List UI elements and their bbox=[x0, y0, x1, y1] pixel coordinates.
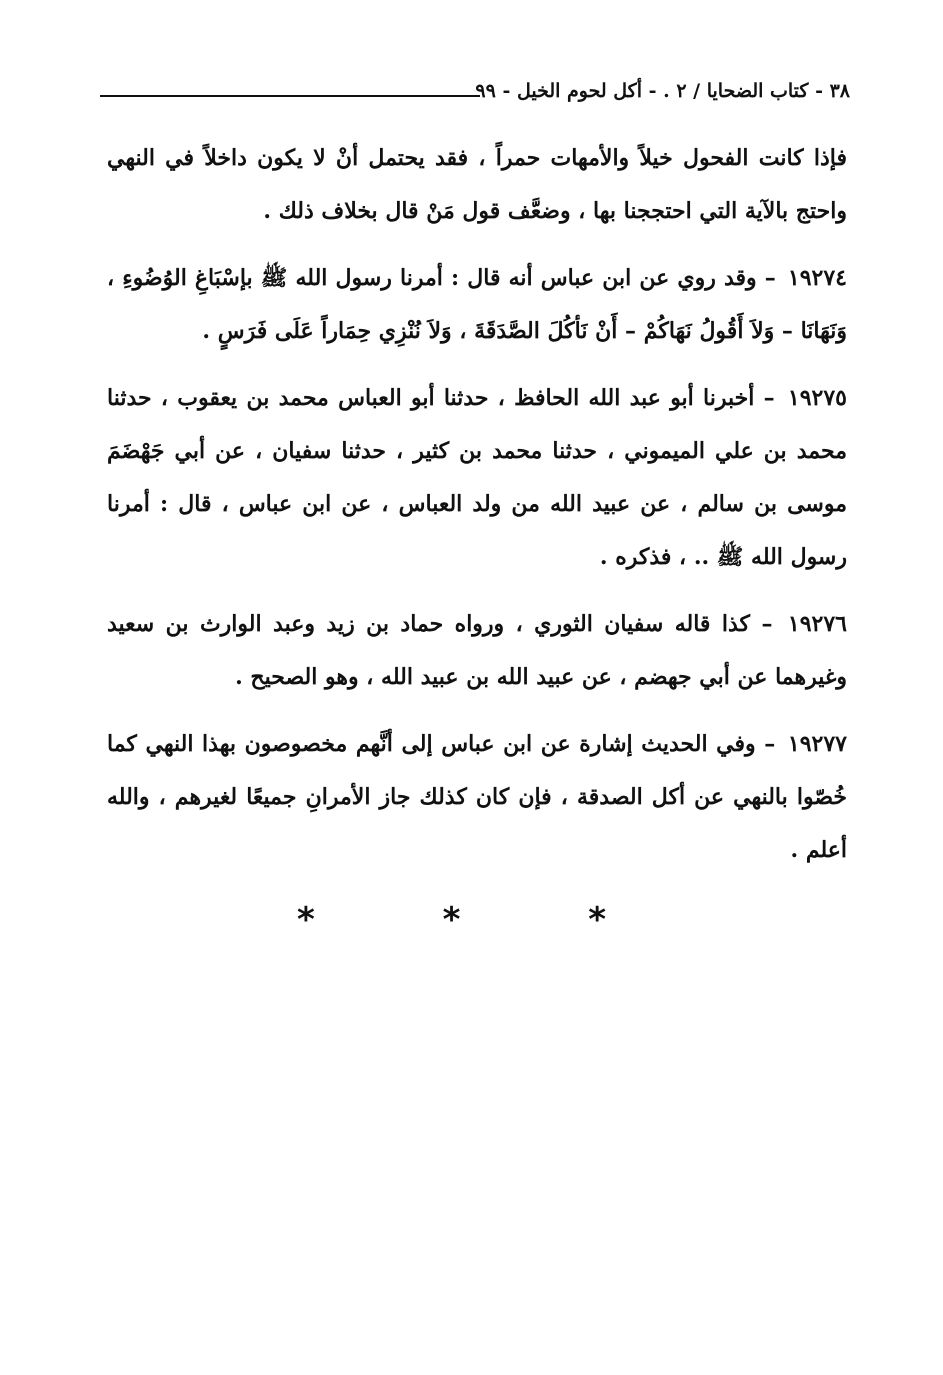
main-text bbox=[107, 132, 847, 891]
paragraph-19275 bbox=[107, 372, 847, 584]
paragraph-19274 bbox=[107, 252, 847, 358]
paragraph-19276 bbox=[107, 598, 847, 704]
paragraph-number: ١٩٢٧٧ bbox=[787, 731, 847, 757]
paragraph-number: ١٩٢٧٦ bbox=[787, 611, 847, 637]
header-rule bbox=[100, 95, 480, 97]
separator-star: * bbox=[588, 900, 647, 940]
header-title: ٣٨ - كتاب الضحايا / ٢ . - أكل لحوم الخيل - ٩٩ bbox=[475, 80, 850, 102]
paragraph-number: ١٩٢٧٤ bbox=[787, 265, 847, 291]
section-separator bbox=[0, 900, 943, 940]
separator-star: * bbox=[442, 900, 501, 940]
running-header bbox=[100, 78, 850, 114]
paragraph-text: – كذا قاله سفيان الثوري ، ورواه حماد بن زيد وعبد الوارث بن سعيد وغيرهما عن أبي جهضم ، عن عبيد الله بن عبيد الله ، وهو الصحيح . bbox=[107, 611, 847, 690]
paragraph-number: ١٩٢٧٥ bbox=[787, 385, 847, 411]
paragraph-text: فإذا كانت الفحول خيلاً والأمهات حمراً ، فقد يحتمل أنْ لا يكون داخلاً في النهي واحتج بالآية التي احتججنا بها ، وضعَّف قول مَنْ قال بخلاف ذلك . bbox=[107, 145, 847, 224]
paragraph-intro bbox=[107, 132, 847, 238]
paragraph-text: – أخبرنا أبو عبد الله الحافظ ، حدثنا أبو العباس محمد بن يعقوب ، حدثنا محمد بن علي الميموني ، حدثنا محمد بن كثير ، حدثنا سفيان ، عن أبي جَهْضَمَ موسى بن سالم ، عن عبيد الله من ولد العباس ، عن ابن عباس ، قال : أمرنا رسول الله ﷺ .. ، فذكره . bbox=[107, 385, 847, 570]
separator-star: * bbox=[296, 900, 355, 940]
paragraph-text: – وفي الحديث إشارة عن ابن عباس إلى أنَّهم مخصوصون بهذا النهي كما خُصّوا بالنهي عن أكل الصدقة ، فإن كان كذلك جاز الأمرانِ جميعًا لغيرهم ، والله أعلم . bbox=[107, 731, 847, 863]
paragraph-text: – وقد روي عن ابن عباس أنه قال : أمرنا رسول الله ﷺ بإسْبَاغِ الوُضُوءِ ، وَنَهَانَا – وَلاَ أَقُولُ نَهَاكُمْ – أَنْ نَأكُلَ الصَّدَقَةَ ، وَلاَ نُنْزِي حِمَاراً عَلَى فَرَسٍ . bbox=[107, 265, 847, 344]
paragraph-19277 bbox=[107, 718, 847, 877]
